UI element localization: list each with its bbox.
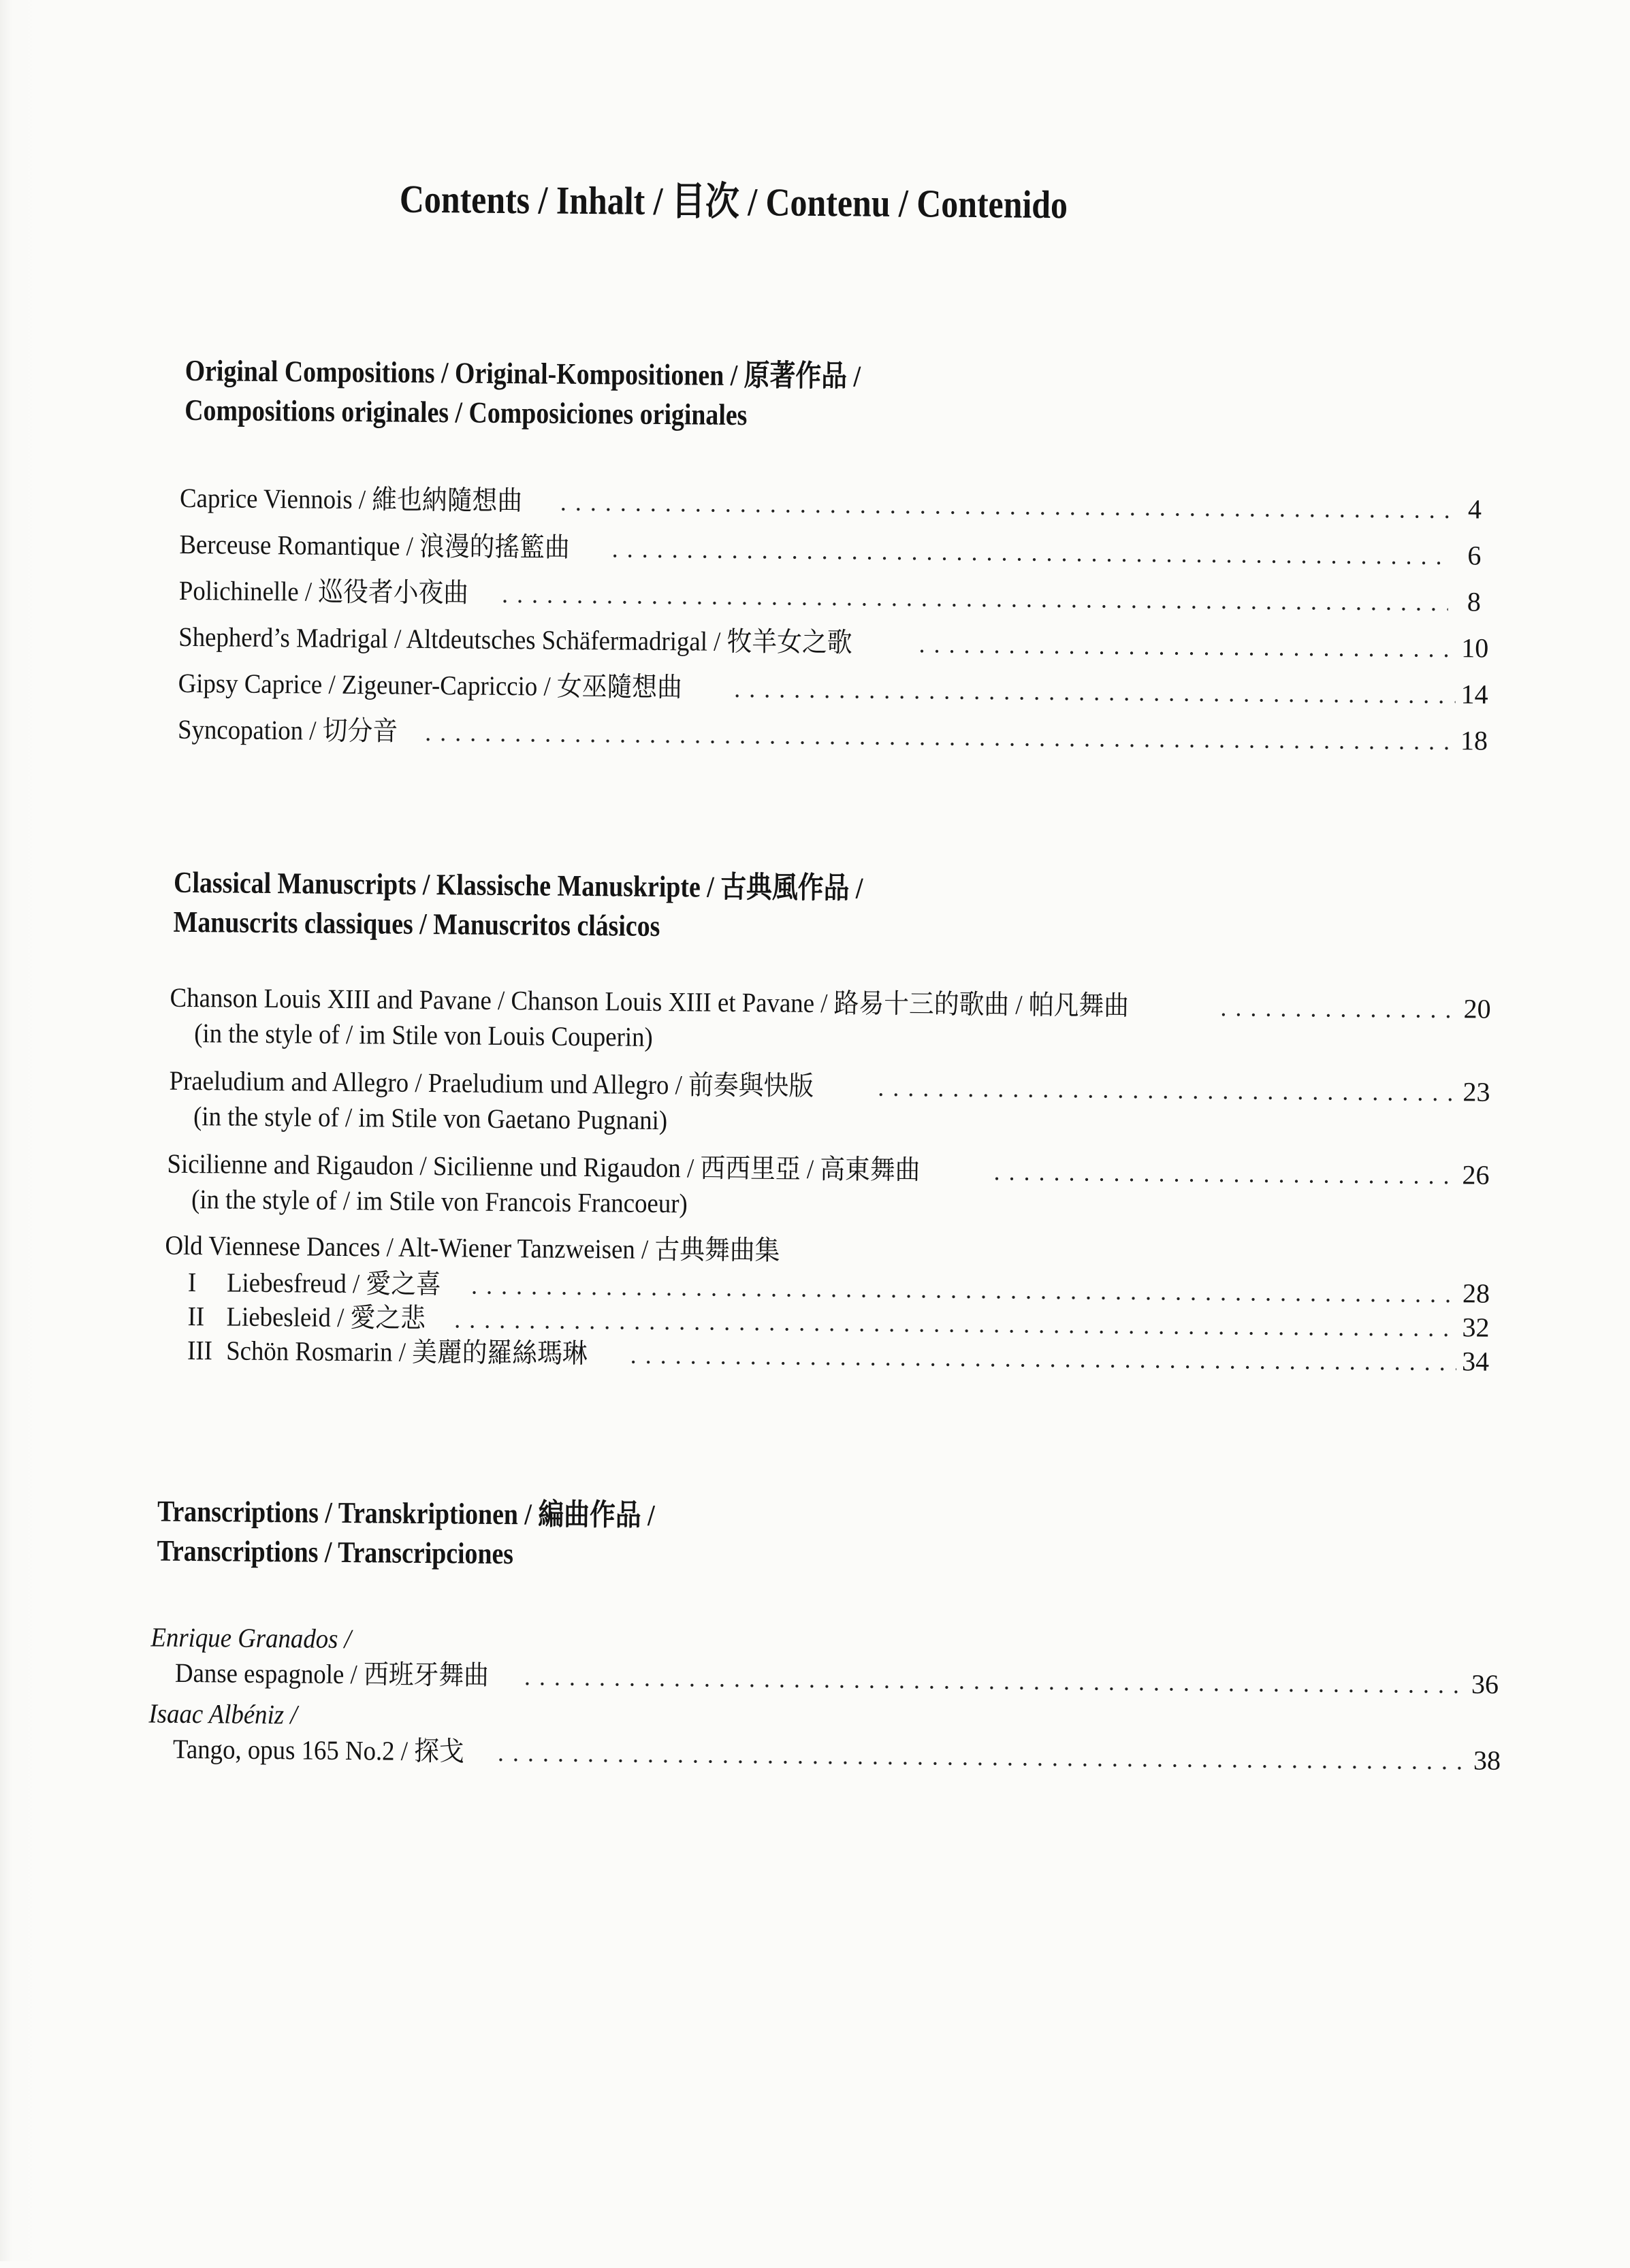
page-number: 36 (1471, 1668, 1499, 1700)
dot-leader (502, 577, 1448, 620)
page-number: 10 (1461, 632, 1489, 664)
entry-note: (in the style of / im Stile von Gaetano Pugnani) (193, 1101, 668, 1136)
group-heading-old-viennese-dances: Old Viennese Dances / Alt-Wiener Tanzweisen / 古典舞曲集 (165, 1229, 780, 1266)
entry-title (188, 1265, 441, 1302)
section-heading-line2: Compositions originales / Composiciones originales (184, 393, 748, 432)
page-number: 6 (1467, 540, 1482, 571)
dot-leader (524, 1659, 1466, 1702)
section-heading-classical (173, 863, 863, 948)
dot-leader (734, 671, 1456, 713)
dot-leader (878, 1070, 1458, 1110)
entry-title: Sicilienne and Rigaudon / Sicilienne und Rigaudon / 西西里亞 / 高東舞曲 (167, 1148, 921, 1186)
page-number: 34 (1461, 1346, 1490, 1377)
entry-title-text: Liebesfreud / 愛之喜 (226, 1267, 442, 1300)
entry-title: Gipsy Caprice / Zigeuner-Capriccio / 女巫隨想曲 (178, 667, 683, 703)
page-number: 28 (1462, 1278, 1490, 1309)
section-heading-original (185, 351, 861, 436)
entry-title-text: Liebesleid / 愛之悲 (226, 1301, 426, 1334)
section-heading-line2: Transcriptions / Transcripciones (157, 1534, 514, 1571)
dot-leader (918, 626, 1456, 666)
entry-title: Berceuse Romantique / 浪漫的搖籃曲 (179, 528, 571, 563)
entry-title: Chanson Louis XIII and Pavane / Chanson Louis XIII et Pavane / 路易十三的歌曲 / 帕凡舞曲 (170, 982, 1130, 1022)
entry-title: Praeludium and Allegro / Praeludium und Allegro / 前奏與快版 (169, 1065, 814, 1101)
page-number: 26 (1462, 1159, 1490, 1190)
entry-title: Polichinelle / 巡役者小夜曲 (178, 574, 469, 609)
section-heading-line1: Classical Manuscripts / Klassische Manuskripte / 古典風作品 / (173, 865, 863, 905)
composer-name: Enrique Granados / (150, 1621, 352, 1655)
toc-entry[interactable] (178, 666, 1488, 713)
page-number: 8 (1467, 586, 1482, 617)
roman-numeral: III (187, 1334, 213, 1366)
dot-leader (1220, 990, 1458, 1027)
page-number: 23 (1463, 1076, 1490, 1107)
toc-entry[interactable] (179, 527, 1481, 574)
entry-title: Shepherd’s Madrigal / Altdeutsches Schäfermadrigal / 牧羊女之歌 (178, 621, 852, 658)
toc-entry[interactable] (179, 573, 1481, 620)
entry-title: Tango, opus 165 No.2 / 探戈 (172, 1733, 464, 1767)
toc-entry[interactable] (175, 1655, 1499, 1702)
entry-note: (in the style of / im Stile von Louis Couperin) (194, 1018, 653, 1052)
section-heading-line2: Manuscrits classiques / Manuscritos clásicos (173, 905, 660, 943)
page-number: 20 (1463, 993, 1491, 1024)
section-heading-line1: Transcriptions / Transkriptionen / 編曲作品 / (157, 1494, 655, 1532)
entry-title: Danse espagnole / 西班牙舞曲 (174, 1657, 490, 1691)
toc-entry[interactable] (173, 1732, 1501, 1779)
dot-leader (560, 485, 1450, 528)
roman-numeral: I (187, 1266, 197, 1298)
dot-leader (425, 715, 1455, 759)
section-heading-transcriptions (157, 1492, 655, 1575)
composer-name: Isaac Albéniz / (148, 1698, 298, 1730)
toc-entry[interactable] (180, 481, 1482, 528)
entry-title-text: Schön Rosmarin / 美麗的羅絲瑪琳 (225, 1335, 588, 1370)
page-title: Contents / Inhalt / 目次 / Contenu / Contenido (399, 176, 1068, 227)
entry-note: (in the style of / im Stile von Francois Francoeur) (191, 1184, 688, 1219)
page-number: 32 (1462, 1312, 1490, 1343)
toc-entry[interactable] (178, 712, 1488, 759)
entry-title (187, 1333, 588, 1372)
page-number: 4 (1467, 493, 1482, 525)
dot-leader (611, 531, 1448, 574)
entry-title: Syncopation / 切分音 (177, 713, 398, 747)
page-number: 14 (1460, 679, 1488, 710)
roman-numeral: II (187, 1300, 205, 1332)
entry-title (187, 1299, 426, 1336)
dot-leader (630, 1338, 1457, 1380)
toc-entry[interactable] (178, 619, 1488, 666)
entry-title: Caprice Viennois / 維也納隨想曲 (179, 482, 523, 517)
section-heading-line1: Original Compositions / Original-Kompositionen / 原著作品 / (185, 353, 861, 393)
page-number: 38 (1473, 1745, 1501, 1776)
dot-leader (993, 1154, 1456, 1193)
dot-leader (498, 1735, 1468, 1779)
page-number: 18 (1460, 725, 1488, 756)
